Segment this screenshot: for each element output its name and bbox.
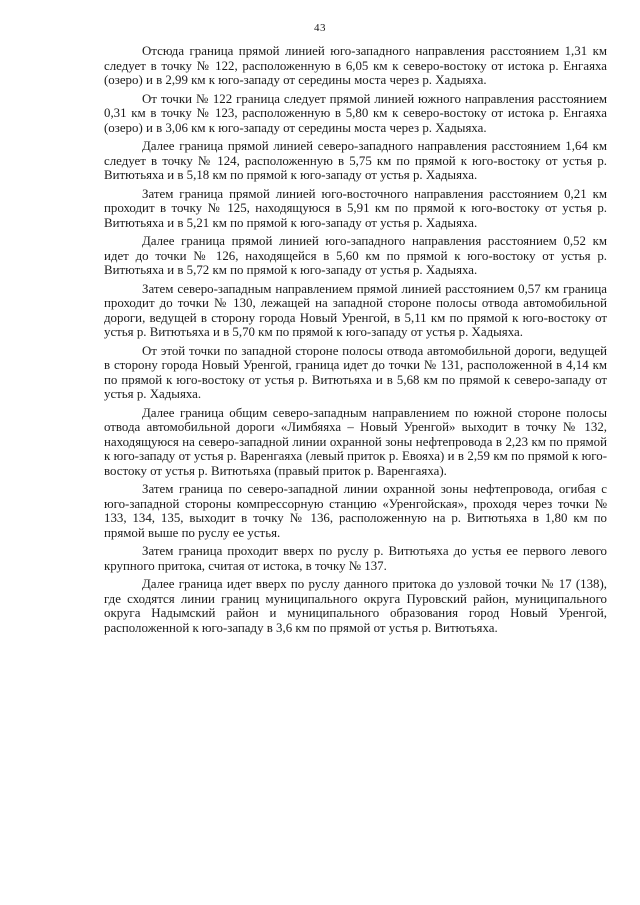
paragraph: Отсюда граница прямой линией юго-западного направления расстоянием 1,31 км следует в точку № 122, расположенную в 6,05 км к северо-востоку от истока р. Енгаяха (озеро) и в 2,99 км к юго-западу от середины моста через р. Хадыяха. bbox=[104, 44, 607, 87]
document-body bbox=[104, 44, 607, 639]
paragraph: Далее граница общим северо-западным направлением по южной стороне полосы отвода автомобильной дороги «Лимбяяха – Новый Уренгой» выходит в точку № 132, находящуюся на северо-западной линии охранной зоны нефтепровода в 2,23 км по прямой к юго-западу от устья р. Варенгаяха (левый приток р. Евояха) и в 2,59 км по прямой к юго-востоку от устья р. Витютьяха (правый приток р. Варенгаяха). bbox=[104, 405, 607, 478]
page-number: 43 bbox=[314, 22, 326, 34]
paragraph: От точки № 122 граница следует прямой линией южного направления расстоянием 0,31 км в точку № 123, расположенную в 5,80 км к северо-востоку от истока р. Енгаяха (озеро) и в 3,06 км к юго-западу от середины моста через р. Хадыяха. bbox=[104, 91, 607, 135]
paragraph: Затем граница по северо-западной линии охранной зоны нефтепровода, огибая с юго-западной стороны компрессорную станцию «Уренгойская», проходя через точки № 133, 134, 135, выходит в точку № 136, расположенную на р. Витютьяха в 1,80 км по прямой выше по руслу ее устья. bbox=[104, 482, 607, 540]
paragraph: Затем граница прямой линией юго-восточного направления расстоянием 0,21 км проходит в точку № 125, находящуюся в 5,91 км по прямой к юго-востоку от устья р. Витютьяха и в 5,21 км по прямой к юго-западу от устья р. Хадыяха. bbox=[104, 186, 607, 230]
paragraph: Далее граница идет вверх по руслу данного притока до узловой точки № 17 (138), где сходятся линии границ муниципального округа Пуровский район, муниципального округа Надымский район и муниципального образования город Новый Уренгой, расположенной к юго-западу в 3,6 км по прямой от устья р. Витютьяха. bbox=[104, 577, 607, 635]
paragraph: Далее граница прямой линией юго-западного направления расстоянием 0,52 км идет до точки № 126, находящейся в 5,60 км по прямой к юго-востоку от устья р. Витютьяха и в 5,72 км по прямой к юго-западу от устья р. Хадыяха. bbox=[104, 234, 607, 277]
paragraph: Затем северо-западным направлением прямой линией расстоянием 0,57 км граница проходит до точки № 130, лежащей на западной стороне полосы отвода автомобильной дороги, ведущей в сторону города Новый Уренгой, в 5,11 км по прямой к юго-востоку от устья р. Витютьяха и в 5,70 км по прямой к юго-западу от устья р. Хадыяха. bbox=[104, 281, 607, 339]
paragraph: Затем граница проходит вверх по руслу р. Витютьяха до устья ее первого левого крупного притока, считая от истока, в точку № 137. bbox=[104, 544, 607, 573]
paragraph: Далее граница прямой линией северо-западного направления расстоянием 1,64 км следует в точку № 124, расположенную в 5,75 км по прямой к юго-востоку от устья р. Витютьяха и в 5,18 км по прямой к юго-западу от устья р. Хадыяха. bbox=[104, 139, 607, 182]
paragraph: От этой точки по западной стороне полосы отвода автомобильной дороги, ведущей в сторону города Новый Уренгой, граница идет до точки № 131, расположенной в 4,14 км по прямой к юго-востоку от устья р. Витютьяха и в 5,68 км по прямой к северо-западу от устья р. Хадыяха. bbox=[104, 343, 607, 401]
